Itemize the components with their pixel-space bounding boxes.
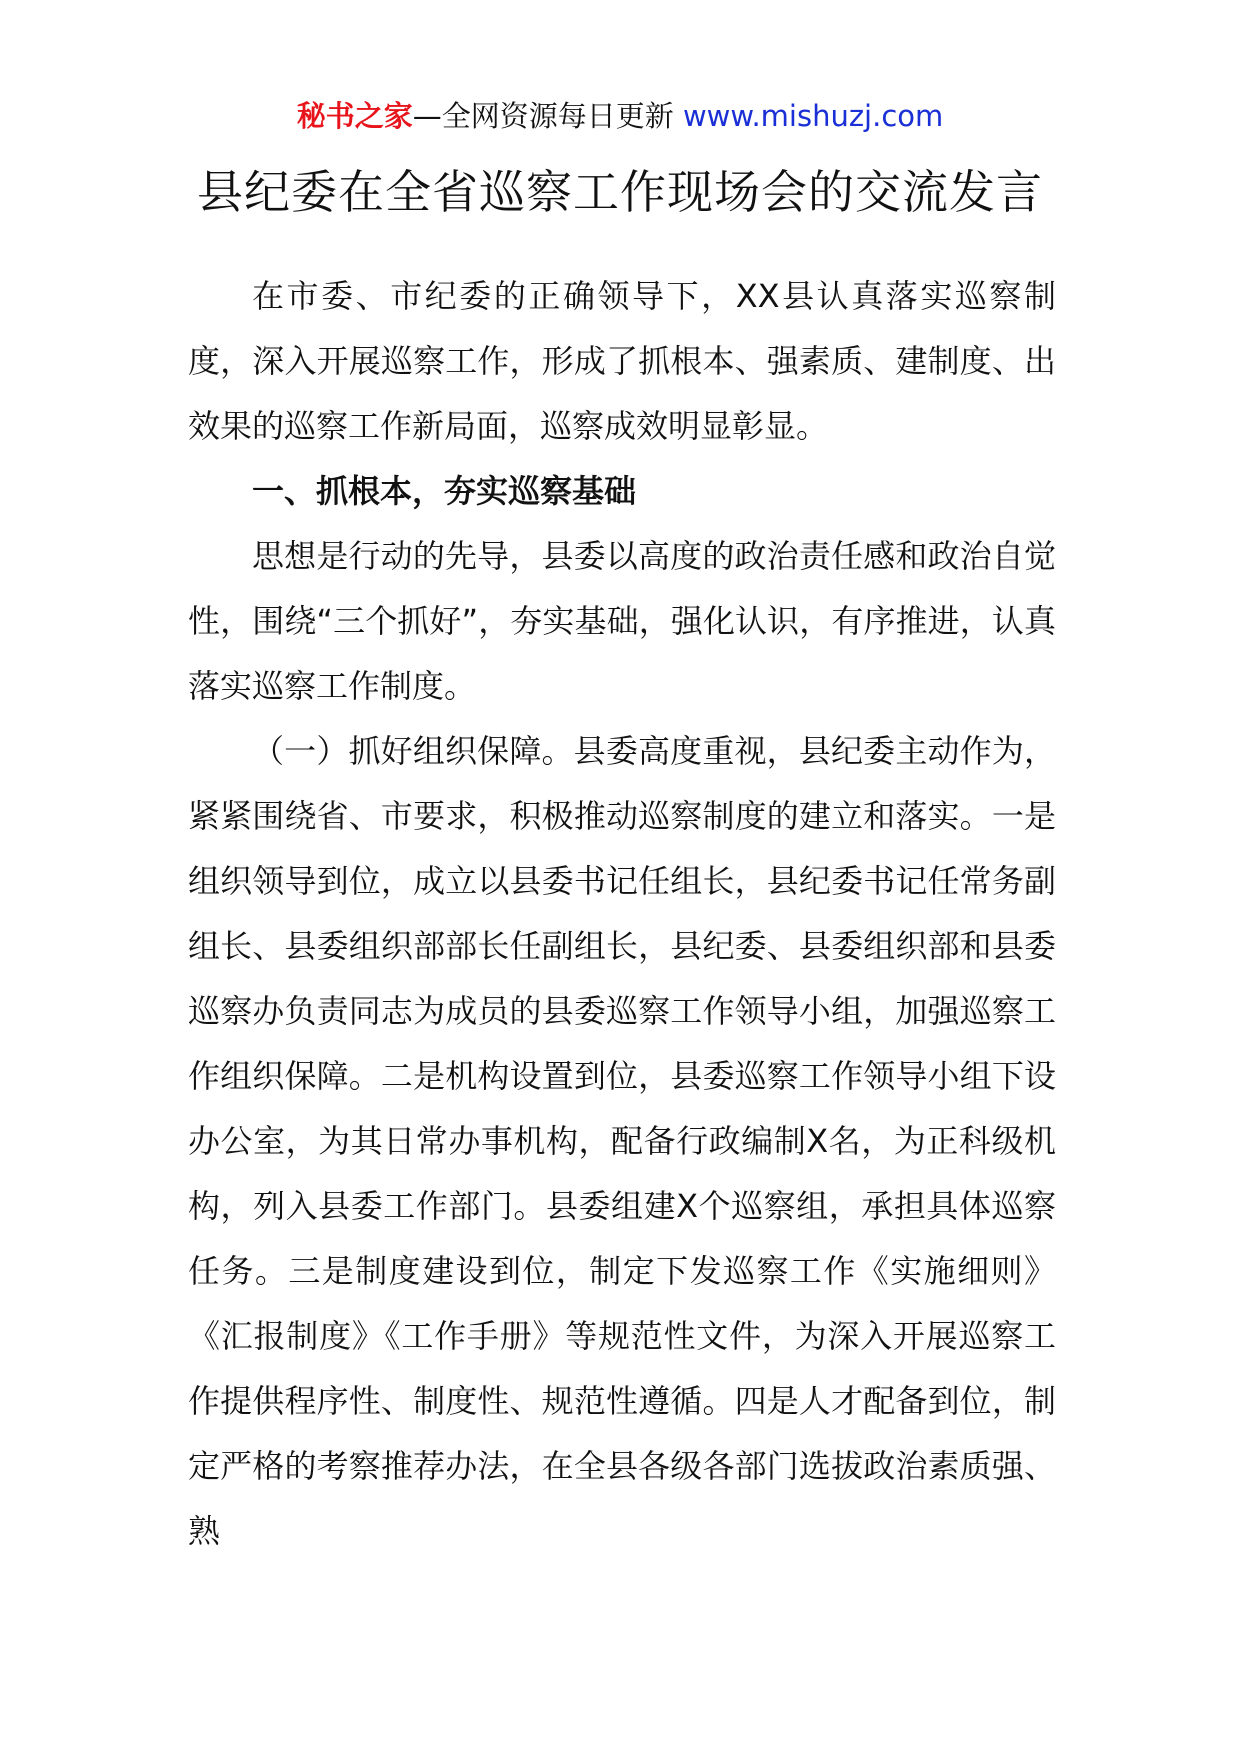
document-title: 县纪委在全省巡察工作现场会的交流发言 bbox=[197, 165, 1043, 219]
site-brand: 秘书之家 bbox=[296, 99, 413, 133]
paragraph-organization-guarantee: （一）抓好组织保障。县委高度重视，县纪委主动作为，紧紧围绕省、市要求，积极推动巡察制度的建立和落实。一是组织领导到位，成立以县委书记任组长，县纪委书记任常务副组长、县委组织部部长任副组长，县纪委、县委组织部和县委巡察办负责同志为成员的县委巡察工作领导小组，加强巡察工作组织保障。二是机构设置到位，县委巡察工作领导小组下设办公室，为其日常办事机构，配备行政编制X名，为正科级机构，列入县委工作部门。县委组建X个巡察组，承担具体巡察任务。三是制度建设到位，制定下发巡察工作《实施细则》《汇报制度》《工作手册》等规范性文件，为深入开展巡察工作提供程序性、制度性、规范性遵循。四是人才配备到位，制定严格的考察推荐办法，在全县各级各部门选拔政治素质强、熟 bbox=[188, 732, 1056, 1550]
paragraph-section-1-intro: 思想是行动的先导，县委以高度的政治责任感和政治自觉性，围绕“三个抓好”，夯实基础，强化认识，有序推进，认真落实巡察工作制度。 bbox=[188, 537, 1056, 705]
site-header bbox=[0, 96, 1240, 136]
section-heading-1: 一、抓根本，夯实巡察基础 bbox=[252, 472, 637, 510]
document-body bbox=[188, 264, 1056, 1564]
site-url[interactable]: www.mishuzj.com bbox=[682, 99, 944, 133]
paragraph-intro: 在市委、市纪委的正确领导下，XX县认真落实巡察制度，深入开展巡察工作，形成了抓根本、强素质、建制度、出效果的巡察工作新局面，巡察成效明显彰显。 bbox=[188, 277, 1056, 445]
site-tagline: —全网资源每日更新 bbox=[412, 99, 683, 133]
